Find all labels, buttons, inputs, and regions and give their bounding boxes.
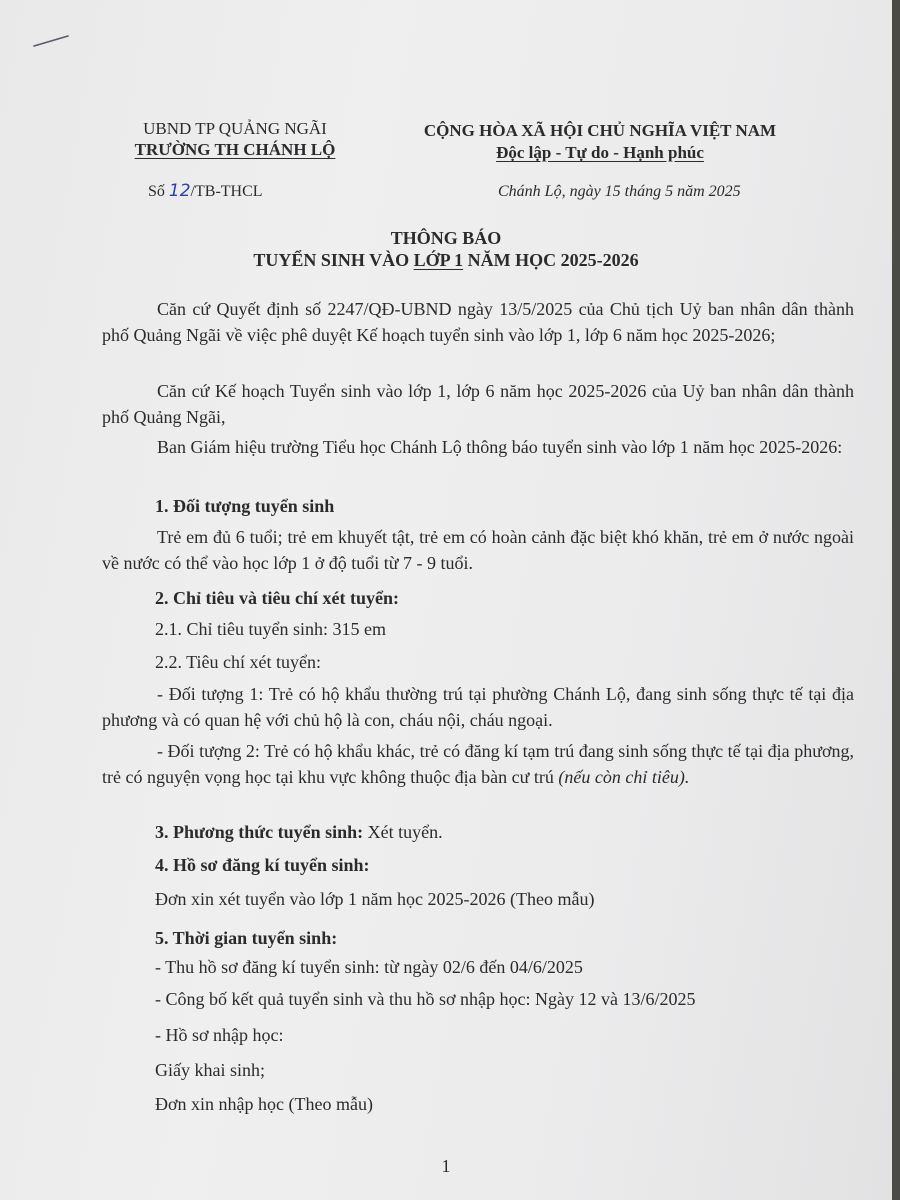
basis-paragraph-2: Căn cứ Kế hoạch Tuyển sinh vào lớp 1, lớp 6 năm học 2025-2026 của Uỷ ban nhân dân thành phố Quảng Ngãi, bbox=[102, 381, 854, 427]
section-5-heading: 5. Thời gian tuyển sinh: bbox=[155, 928, 338, 948]
admission-application: Đơn xin nhập học (Theo mẫu) bbox=[155, 1094, 373, 1114]
subtitle-part-1: TUYỂN SINH VÀO bbox=[253, 250, 414, 270]
section-1-heading: 1. Đối tượng tuyển sinh bbox=[155, 496, 335, 516]
announcement-paragraph: Ban Giám hiệu trường Tiểu học Chánh Lộ thông báo tuyển sinh vào lớp 1 năm học 2025-2026: bbox=[157, 437, 843, 457]
doc-number-prefix: Số bbox=[148, 183, 169, 200]
document-number bbox=[148, 181, 263, 201]
section-4-heading: 4. Hồ sơ đăng kí tuyển sinh: bbox=[155, 855, 370, 875]
document-title: THÔNG BÁO bbox=[390, 228, 502, 248]
section-1-text: Trẻ em đủ 6 tuổi; trẻ em khuyết tật, trẻ em có hoàn cảnh đặc biệt khó khăn, trẻ em ở nước ngoài về nước có thể vào học lớp 1 ở độ tuổi từ 7 - 9 tuổi. bbox=[102, 527, 854, 573]
page-number: 1 bbox=[441, 1156, 451, 1176]
document-subtitle bbox=[0, 250, 892, 271]
birth-certificate: Giấy khai sinh; bbox=[155, 1060, 265, 1080]
motto: Độc lập - Tự do - Hạnh phúc bbox=[496, 143, 704, 162]
criteria-group-2 bbox=[102, 738, 854, 790]
criteria-group-1: - Đối tượng 1: Trẻ có hộ khẩu thường trú tại phường Chánh Lộ, đang sinh sống thực tế tại địa phương và có quan hệ với chủ hộ là con, cháu nội, cháu ngoại. bbox=[102, 684, 854, 730]
basis-paragraph-1: Căn cứ Quyết định số 2247/QĐ-UBND ngày 13/5/2025 của Chủ tịch Uỷ ban nhân dân thành phố Quảng Ngãi về việc phê duyệt Kế hoạch tuyển sinh vào lớp 1, lớp 6 năm học 2025-2026; bbox=[102, 299, 854, 345]
place-date: Chánh Lộ, ngày 15 tháng 5 năm 2025 bbox=[498, 183, 741, 200]
national-motto bbox=[400, 120, 800, 164]
country-name: CỘNG HÒA XÃ HỘI CHỦ NGHĨA VIỆT NAM bbox=[423, 121, 777, 140]
issuing-authority bbox=[100, 118, 370, 160]
registration-period: - Thu hồ sơ đăng kí tuyển sinh: từ ngày 02/6 đến 04/6/2025 bbox=[155, 957, 583, 977]
section-3-value: Xét tuyển. bbox=[367, 822, 443, 842]
authority-name: UBND TP QUẢNG NGÃI bbox=[143, 119, 327, 138]
background-edge bbox=[892, 0, 900, 1200]
section-3-heading: 3. Phương thức tuyển sinh: bbox=[155, 822, 364, 842]
application-form-line: Đơn xin xét tuyển vào lớp 1 năm học 2025-2026 (Theo mẫu) bbox=[155, 889, 595, 909]
quota-line: 2.1. Chỉ tiêu tuyển sinh: 315 em bbox=[155, 619, 386, 639]
admission-documents: - Hồ sơ nhập học: bbox=[155, 1025, 284, 1045]
pen-stroke-icon bbox=[32, 34, 70, 48]
results-announcement: - Công bố kết quả tuyển sinh và thu hồ sơ nhập học: Ngày 12 và 13/6/2025 bbox=[155, 989, 696, 1009]
section-2-heading: 2. Chỉ tiêu và tiêu chí xét tuyển: bbox=[155, 588, 399, 608]
group-2-text: - Đối tượng 2: Trẻ có hộ khẩu khác, trẻ có đăng kí tạm trú đang sinh sống thực tế tại địa phương, trẻ có nguyện vọng học tại khu vực không thuộc địa bàn cư trú bbox=[102, 741, 854, 787]
doc-number-handwritten: 12 bbox=[168, 181, 191, 201]
binding-mark-icon bbox=[395, 0, 505, 4]
criteria-heading: 2.2. Tiêu chí xét tuyển: bbox=[155, 652, 321, 672]
subtitle-part-2: LỚP 1 bbox=[413, 250, 464, 270]
group-2-note: (nếu còn chỉ tiêu). bbox=[558, 767, 690, 787]
subtitle-part-3: NĂM HỌC 2025-2026 bbox=[463, 250, 639, 270]
section-3-line bbox=[155, 822, 443, 843]
doc-number-suffix: /TB-THCL bbox=[190, 183, 263, 200]
school-name: TRƯỜNG TH CHÁNH LỘ bbox=[134, 140, 336, 159]
